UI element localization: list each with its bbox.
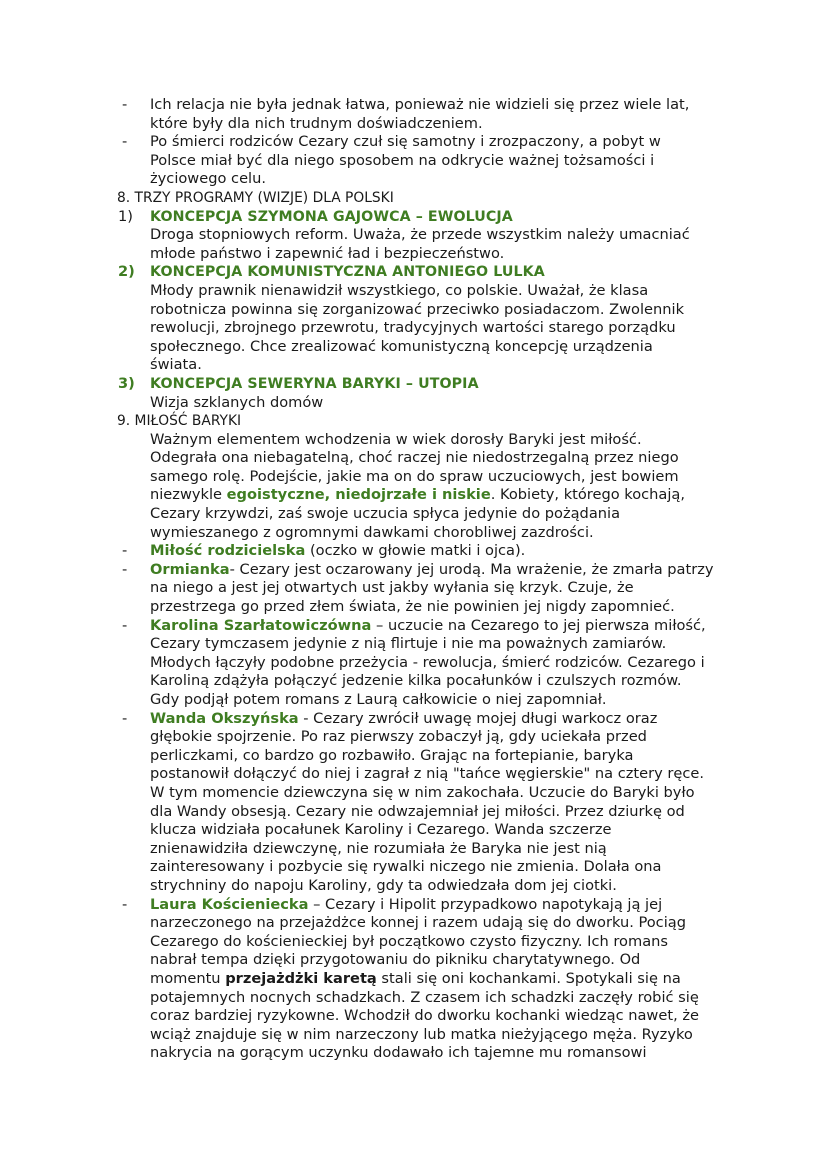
bullet-text: postanowił dołączyć do niej i zagrał z nią "tańce węgierskie" na cztery ręce. [150,765,704,783]
item-number: 1) [118,207,133,225]
bullet-dash: - [122,560,128,578]
bullet-text: – Cezary i Hipolit przypadkowo napotykają ją jej [308,895,663,913]
list-item [0,561,828,580]
emphasis-text: przejażdżki karetą [225,969,377,987]
section-title: 9. MIŁOŚĆ BARYKI [117,413,242,430]
bullet-text: potajemnych nocnych schadzkach. Z czasem ich schadzki zaczęły robić się [150,988,699,1006]
bullet-dash: - [122,542,128,560]
bullet-text: dla Wandy obsesją. Cezary nie odwzajemniał jej miłości. Przez dziurkę od [150,802,685,820]
list-item [0,542,828,561]
bullet-dash: - [122,616,128,634]
bullet-text: (oczko w głowie matki i ojca). [305,542,526,560]
list-item [0,710,828,729]
concept-heading: KONCEPCJA KOMUNISTYCZNA ANTONIEGO LULKA [150,264,545,281]
bullet-text: głębokie spojrzenie. Po raz pierwszy zobaczył ją, gdy uciekała przed [150,728,647,746]
bullet-text: Po śmierci rodziców Cezary czuł się samotny i zrozpaczony, a pobyt w [150,133,661,151]
bullet-text: Gdy podjął potem romans z Laurą całkowicie o niej zapomniał. [150,691,607,708]
concept-text: rewolucji, zbrojnego przewrotu, tradycyjnych wartości starego porządku [150,319,676,337]
concept-text: Droga stopniowych reform. Uważa, że przede wszystkim należy umacniać [150,226,690,244]
concept-text: społecznego. Chce zrealizować komunistyczną koncepcję urządzenia [150,337,653,355]
concept-heading: KONCEPCJA SEWERYNA BARYKI – UTOPIA [150,375,479,392]
bullet-text: – uczucie na Cezarego to jej pierwsza miłość, [371,616,706,634]
item-number: 3) [118,374,135,392]
section-title: 8. TRZY PROGRAMY (WIZJE) DLA POLSKI [117,189,394,206]
concept-text: świata. [150,356,202,374]
bullet-text: - Cezary zwrócił uwagę mojej długi warkocz oraz [298,709,658,727]
paragraph-text: wymieszanego z ogromnymi dawkami chorobliwej zazdrości. [150,523,594,541]
bullet-dash: - [122,709,128,727]
paragraph-text: Ważnym elementem wchodzenia w wiek dorosły Baryki jest miłość. [150,430,642,448]
list-item [0,96,828,115]
concept-heading: KONCEPCJA SZYMONA GAJOWCA – EWOLUCJA [150,208,513,225]
bullet-text: - Cezary jest oczarowany jej urodą. Ma wrażenie, że zmarła patrzy [229,560,714,578]
emphasis-text: egoistyczne, niedojrzałe i niskie [226,486,491,504]
bullet-text: W tym momencie dziewczyna się w nim zakochała. Uczucie do Baryki było [150,783,695,801]
bullet-text: Cezarego do kościenieckiej był początkowo czysto fizyczny. Ich romans [150,932,668,950]
list-item [0,133,828,152]
bullet-text: zainteresowany i pozbycie się rywalki niczego nie zmienia. Dolała ona [150,858,662,876]
bullet-text: klucza widziała pocałunek Karoliny i Cezarego. Wanda szczerze [150,821,612,839]
item-number: 2) [118,263,135,281]
bullet-text: wciąż znajduje się w nim narzeczony lub matka nieżyjącego męża. Ryzyko [150,1025,693,1043]
list-item [0,896,828,915]
bullet-text: nabrał tempa dzięki przygotowaniu do pikniku charytatywnego. Od [150,951,641,969]
bullet-text: znienawidziła dziewczynę, nie rozumiała że Baryka nie jest nią [150,839,607,857]
character-name: Ormianka [150,560,230,578]
bullet-text: Ich relacja nie była jednak łatwa, ponieważ nie widzieli się przez wiele lat, [150,96,690,113]
concept-text: młode państwo i zapewnić ład i bezpieczeństwo. [150,244,505,262]
bullet-text: momentu przejażdżki karetą stali się oni kochankami. Spotykali się na [150,969,681,987]
bullet-text: Młodych łączyły podobne przeżycia - rewolucja, śmierć rodziców. Cezarego i [150,653,705,671]
list-item [0,617,828,636]
bullet-dash: - [122,96,128,113]
bullet-text: perliczkami, co bardzo go rozbawiło. Grając na fortepianie, baryka [150,746,634,764]
document-page [0,96,828,1063]
bullet-text: strychniny do napoju Karoliny, gdy ta odwiedzała dom jej ciotki. [150,876,617,894]
concept-text: Młody prawnik nienawidził wszystkiego, co polskie. Uważał, że klasa [150,281,649,299]
bullet-text: Cezary tymczasem jedynie z nią flirtuje i nie ma poważnych zamiarów. [150,635,667,653]
bullet-dash: - [122,133,128,151]
bullet-text: przestrzega go przed złem świata, że nie powinien jej nigdy zapomnieć. [150,598,675,616]
bullet-text: nakrycia na gorącym uczynku dodawało ich tajemne mu romansowi [150,1044,647,1062]
bullet-dash: - [122,895,128,913]
paragraph-text: Cezary krzywdzi, zaś swoje uczucia spłyca jedynie do pożądania [150,505,621,523]
character-name: Laura Kościeniecka [150,895,309,913]
paragraph-text: samego rolę. Podejście, jakie ma on do spraw uczuciowych, jest bowiem [150,467,679,485]
bullet-text: na niego a jest jej otwartych ust jakby wyłania się krzyk. Czuje, że [150,579,634,597]
character-name: Wanda Okszyńska [150,709,299,727]
bullet-text: Polsce miał być dla niego sposobem na odkrycie ważnej tożsamości i [150,151,655,169]
character-name: Karolina Szarłatowiczówna [150,616,372,634]
bullet-text: które były dla nich trudnym doświadczeniem. [150,114,483,132]
bullet-text: coraz bardziej ryzykowne. Wchodził do dworku kochanki wiedząc nawet, że [150,1007,699,1025]
character-name: Miłość rodzicielska [150,542,306,560]
concept-text: Wizja szklanych domów [150,393,324,411]
concept-text: robotnicza powinna się zorganizować przeciwko posiadaczom. Zwolennik [150,300,685,318]
paragraph-text: niezwykle egoistyczne, niedojrzałe i niskie. Kobiety, którego kochają, [150,486,686,504]
bullet-text: życiowego celu. [150,170,266,188]
bullet-text: narzeczonego na przejażdżce konnej i razem udają się do dworku. Pociąg [150,914,686,932]
paragraph-text: Odegrała ona niebagatelną, choć raczej nie niedostrzegalną przez niego [150,449,679,467]
bullet-text: Karoliną zdążyła połączyć jedzenie kilka pocałunków i czulszych rozmów. [150,672,682,690]
